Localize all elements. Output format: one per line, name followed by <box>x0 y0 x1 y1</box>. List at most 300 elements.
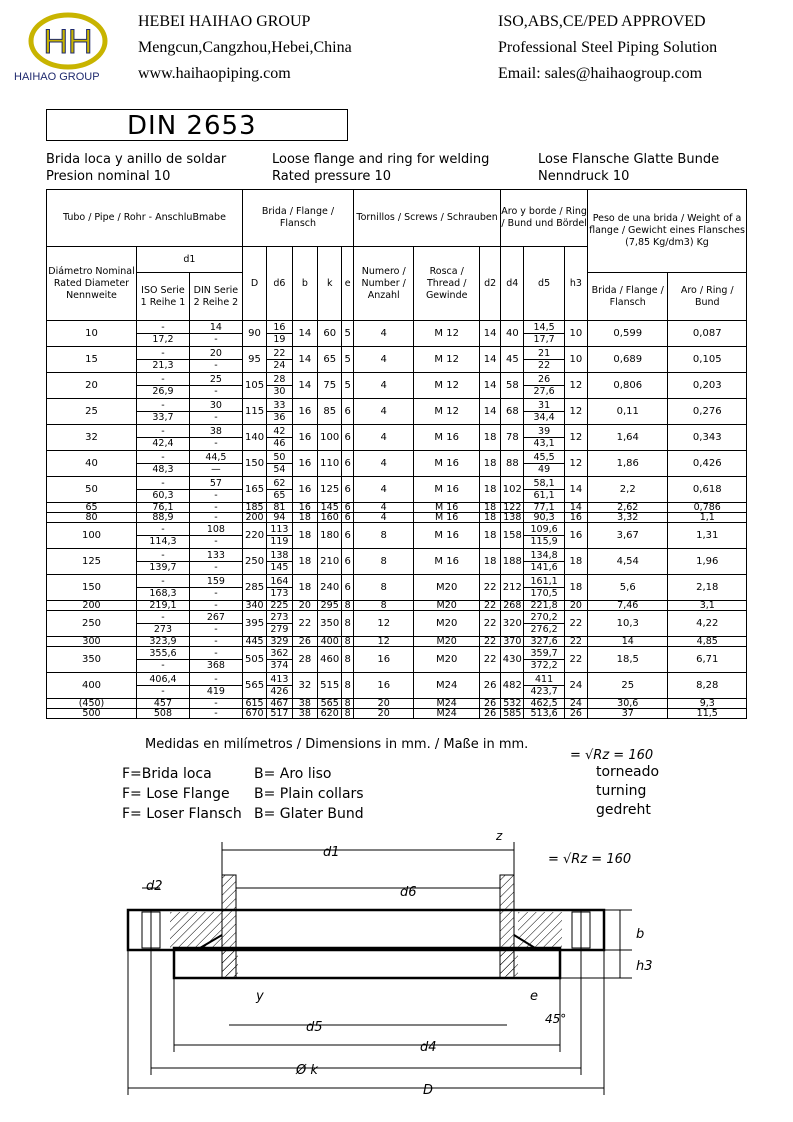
cell-h3: 14 <box>564 477 587 503</box>
dim-k: Ø k <box>296 1063 318 1078</box>
cell-th: M 12 <box>414 321 480 347</box>
cell-iso: - 60,3 <box>137 477 190 503</box>
header-e: e <box>342 247 354 321</box>
cell-dn: 10 <box>47 321 137 347</box>
cell-b: 14 <box>292 373 317 399</box>
cell-d2: 18 <box>480 513 501 523</box>
cell-dn: 15 <box>47 347 137 373</box>
cell-d6: 138 145 <box>267 549 292 575</box>
cell-d4: 102 <box>501 477 524 503</box>
cell-iso: 355,6 - <box>137 647 190 673</box>
cell-b: 18 <box>292 523 317 549</box>
cell-D: 505 <box>242 647 266 673</box>
cell-d2: 18 <box>480 549 501 575</box>
cell-d5: 109,6 115,9 <box>524 523 564 549</box>
cell-din: - <box>189 637 242 647</box>
cell-k: 620 <box>318 709 342 719</box>
cell-n: 4 <box>354 425 414 451</box>
header-d5: d5 <box>524 247 564 321</box>
cell-b: 38 <box>292 709 317 719</box>
cell-n: 16 <box>354 647 414 673</box>
table-row <box>47 347 747 373</box>
cell-n: 20 <box>354 709 414 719</box>
cell-d2: 14 <box>480 373 501 399</box>
cell-th: M 12 <box>414 399 480 425</box>
cell-k: 85 <box>318 399 342 425</box>
cell-d4: 370 <box>501 637 524 647</box>
cell-d6: 362 374 <box>267 647 292 673</box>
header-weight-ring: Aro / Ring / Bund <box>668 273 747 321</box>
cell-h3: 26 <box>564 709 587 719</box>
cell-b: 22 <box>292 611 317 637</box>
subtitle-en-2: Rated pressure 10 <box>272 169 392 184</box>
cell-d5: 90,3 <box>524 513 564 523</box>
cell-wf: 30,6 <box>588 699 668 709</box>
header-peso: Peso de una brida / Weight of a flange / Gewicht eines Flansches (7,85 Kg/dm3) Kg <box>588 190 747 273</box>
units-note: Medidas en milímetros / Dimensions in mm. / Maße in mm. <box>145 737 529 752</box>
cell-iso: 457 <box>137 699 190 709</box>
header-rosca: Rosca / Thread / Gewinde <box>414 247 480 321</box>
cell-th: M 16 <box>414 503 480 513</box>
title-box <box>46 109 348 141</box>
cell-D: 445 <box>242 637 266 647</box>
cell-th: M 16 <box>414 523 480 549</box>
header-d4: d4 <box>501 247 524 321</box>
cell-h3: 18 <box>564 549 587 575</box>
cell-dn: (450) <box>47 699 137 709</box>
cell-d2: 22 <box>480 611 501 637</box>
cell-d5: 14,5 17,7 <box>524 321 564 347</box>
cell-wr: 0,105 <box>668 347 747 373</box>
cell-b: 16 <box>292 503 317 513</box>
cell-iso: - 114,3 <box>137 523 190 549</box>
cell-e: 6 <box>342 513 354 523</box>
cell-h3: 12 <box>564 425 587 451</box>
cell-D: 200 <box>242 513 266 523</box>
cell-iso: - 168,3 <box>137 575 190 601</box>
cell-wr: 0,618 <box>668 477 747 503</box>
cell-wr: 2,18 <box>668 575 747 601</box>
cell-e: 8 <box>342 647 354 673</box>
cell-n: 20 <box>354 699 414 709</box>
cell-d6: 16 19 <box>267 321 292 347</box>
cell-d5: 58,1 61,1 <box>524 477 564 503</box>
cell-dn: 400 <box>47 673 137 699</box>
cell-wf: 3,67 <box>588 523 668 549</box>
cell-d6: 50 54 <box>267 451 292 477</box>
cell-din: 57 - <box>189 477 242 503</box>
subtitle-es-2: Presion nominal 10 <box>46 169 171 184</box>
cell-iso: - 273 <box>137 611 190 637</box>
cell-k: 180 <box>318 523 342 549</box>
approvals-block <box>498 9 717 87</box>
roughness-bottom: = √Rz = 160 <box>548 852 632 867</box>
table-row <box>47 549 747 575</box>
approvals: ISO,ABS,CE/PED APPROVED <box>498 13 706 30</box>
cell-d2: 26 <box>480 699 501 709</box>
cell-b: 20 <box>292 601 317 611</box>
cell-D: 250 <box>242 549 266 575</box>
header-dn: Diámetro Nominal Rated Diameter Nennweite <box>47 247 137 321</box>
cell-d4: 68 <box>501 399 524 425</box>
cell-din: - 368 <box>189 647 242 673</box>
cell-d4: 188 <box>501 549 524 575</box>
table-row <box>47 637 747 647</box>
cell-wr: 11,5 <box>668 709 747 719</box>
table-row <box>47 425 747 451</box>
cell-din: 14 - <box>189 321 242 347</box>
cell-wf: 3,32 <box>588 513 668 523</box>
cell-d4: 532 <box>501 699 524 709</box>
cell-wf: 0,11 <box>588 399 668 425</box>
cell-iso: - 21,3 <box>137 347 190 373</box>
cell-d4: 320 <box>501 611 524 637</box>
cell-wf: 1,64 <box>588 425 668 451</box>
legend-b1: B= Aro liso <box>254 766 332 782</box>
dim-D: D <box>423 1083 434 1098</box>
cell-n: 4 <box>354 347 414 373</box>
dim-d1: d1 <box>323 845 340 860</box>
cell-wr: 0,786 <box>668 503 747 513</box>
cell-din: - <box>189 601 242 611</box>
cell-e: 5 <box>342 373 354 399</box>
cell-k: 145 <box>318 503 342 513</box>
cell-D: 115 <box>242 399 266 425</box>
legend-f3: F= Loser Flansch <box>122 806 242 822</box>
cell-d6: 273 279 <box>267 611 292 637</box>
cell-wr: 1,96 <box>668 549 747 575</box>
cell-d5: 411 423,7 <box>524 673 564 699</box>
cell-D: 90 <box>242 321 266 347</box>
cell-e: 8 <box>342 611 354 637</box>
cell-e: 8 <box>342 637 354 647</box>
cell-e: 6 <box>342 399 354 425</box>
cell-n: 12 <box>354 637 414 647</box>
cell-e: 6 <box>342 549 354 575</box>
header-tubo: Tubo / Pipe / Rohr - AnschluBmabe <box>47 190 243 247</box>
cell-D: 105 <box>242 373 266 399</box>
cell-k: 65 <box>318 347 342 373</box>
cell-iso: - 33,7 <box>137 399 190 425</box>
cell-b: 26 <box>292 637 317 647</box>
cell-din: 20 - <box>189 347 242 373</box>
cell-wf: 18,5 <box>588 647 668 673</box>
cell-iso: 219,1 <box>137 601 190 611</box>
cell-din: - <box>189 699 242 709</box>
cell-th: M 16 <box>414 451 480 477</box>
subtitle-en <box>272 151 489 185</box>
subtitle-en-1: Loose flange and ring for welding <box>272 152 490 167</box>
company-block <box>138 9 352 87</box>
header-tornillos: Tornillos / Screws / Schrauben <box>354 190 501 247</box>
cell-d2: 22 <box>480 637 501 647</box>
table-row <box>47 647 747 673</box>
subtitle-es <box>46 151 226 185</box>
cell-d4: 58 <box>501 373 524 399</box>
dim-b: b <box>636 927 645 942</box>
cell-wf: 0,689 <box>588 347 668 373</box>
table-row <box>47 399 747 425</box>
cell-k: 460 <box>318 647 342 673</box>
cell-b: 16 <box>292 425 317 451</box>
cell-wf: 0,806 <box>588 373 668 399</box>
cell-d4: 88 <box>501 451 524 477</box>
cell-h3: 12 <box>564 399 587 425</box>
cell-wr: 8,28 <box>668 673 747 699</box>
slogan: Professional Steel Piping Solution <box>498 39 718 56</box>
cell-iso: 406,4 - <box>137 673 190 699</box>
cell-d6: 517 <box>267 709 292 719</box>
page-title: DIN 2653 <box>127 111 257 141</box>
email[interactable]: Email: sales@haihaogroup.com <box>498 65 703 82</box>
cell-n: 4 <box>354 399 414 425</box>
cell-d6: 42 46 <box>267 425 292 451</box>
cell-th: M20 <box>414 637 480 647</box>
cell-e: 8 <box>342 699 354 709</box>
cell-D: 165 <box>242 477 266 503</box>
cell-d5: 39 43,1 <box>524 425 564 451</box>
cell-wf: 14 <box>588 637 668 647</box>
header-weight-flange: Brida / Flange / Flansch <box>588 273 668 321</box>
cell-th: M 16 <box>414 549 480 575</box>
legend-collar <box>254 764 364 824</box>
cell-din: 25 - <box>189 373 242 399</box>
cell-th: M 16 <box>414 513 480 523</box>
cell-iso: - 139,7 <box>137 549 190 575</box>
cell-n: 4 <box>354 321 414 347</box>
cell-wr: 1,1 <box>668 513 747 523</box>
cell-d5: 134,8 141,6 <box>524 549 564 575</box>
cell-n: 4 <box>354 513 414 523</box>
cell-wr: 6,71 <box>668 647 747 673</box>
cell-k: 400 <box>318 637 342 647</box>
cell-din: 30 - <box>189 399 242 425</box>
cell-wf: 2,2 <box>588 477 668 503</box>
cell-d6: 113 119 <box>267 523 292 549</box>
cell-d5: 161,1 170,5 <box>524 575 564 601</box>
cell-d5: 462,5 <box>524 699 564 709</box>
table-row <box>47 373 747 399</box>
cell-e: 5 <box>342 347 354 373</box>
cell-h3: 22 <box>564 647 587 673</box>
cell-din: 267 - <box>189 611 242 637</box>
flange-drawing <box>0 820 793 1120</box>
table-row <box>47 523 747 549</box>
cell-d4: 585 <box>501 709 524 719</box>
cell-d6: 22 24 <box>267 347 292 373</box>
cell-d4: 122 <box>501 503 524 513</box>
cell-d5: 45,5 49 <box>524 451 564 477</box>
dim-e: e <box>530 989 538 1004</box>
cell-th: M20 <box>414 611 480 637</box>
cell-wr: 0,087 <box>668 321 747 347</box>
cell-h3: 12 <box>564 451 587 477</box>
cell-e: 6 <box>342 451 354 477</box>
cell-th: M 12 <box>414 347 480 373</box>
header-D: D <box>242 247 266 321</box>
dim-h3: h3 <box>636 959 653 974</box>
cell-k: 75 <box>318 373 342 399</box>
cell-dn: 20 <box>47 373 137 399</box>
cell-b: 32 <box>292 673 317 699</box>
cell-dn: 150 <box>47 575 137 601</box>
logo-caption: HAIHAO GROUP <box>14 71 100 83</box>
finish-block <box>570 748 770 820</box>
cell-k: 100 <box>318 425 342 451</box>
cell-din: 133 - <box>189 549 242 575</box>
cell-n: 4 <box>354 477 414 503</box>
cell-wf: 7,46 <box>588 601 668 611</box>
cell-dn: 40 <box>47 451 137 477</box>
table-body <box>47 321 747 719</box>
cell-wr: 0,426 <box>668 451 747 477</box>
dim-d6: d6 <box>400 885 417 900</box>
cell-th: M24 <box>414 699 480 709</box>
cell-d2: 18 <box>480 451 501 477</box>
cell-b: 16 <box>292 451 317 477</box>
header-brida: Brida / Flange / Flansch <box>242 190 353 247</box>
cell-D: 285 <box>242 575 266 601</box>
cell-d4: 482 <box>501 673 524 699</box>
cell-d4: 138 <box>501 513 524 523</box>
cell-d5: 270,2 276,2 <box>524 611 564 637</box>
cell-n: 12 <box>354 611 414 637</box>
cell-dn: 125 <box>47 549 137 575</box>
cell-d5: 359,7 372,2 <box>524 647 564 673</box>
cell-wf: 10,3 <box>588 611 668 637</box>
cell-n: 4 <box>354 503 414 513</box>
cell-k: 295 <box>318 601 342 611</box>
header-d1: d1 <box>137 247 243 273</box>
cell-th: M24 <box>414 709 480 719</box>
cell-d4: 158 <box>501 523 524 549</box>
header-din: DIN Serie 2 Reihe 2 <box>189 273 242 321</box>
table-row <box>47 611 747 637</box>
legend-b2: B= Plain collars <box>254 786 364 802</box>
table-row <box>47 575 747 601</box>
cell-wf: 2,62 <box>588 503 668 513</box>
cell-wr: 4,85 <box>668 637 747 647</box>
cell-D: 615 <box>242 699 266 709</box>
cell-D: 185 <box>242 503 266 513</box>
finish-es: torneado <box>596 764 660 780</box>
table-row <box>47 513 747 523</box>
cell-k: 110 <box>318 451 342 477</box>
cell-d2: 22 <box>480 601 501 611</box>
cell-e: 8 <box>342 601 354 611</box>
legend-f2: F= Lose Flange <box>122 786 230 802</box>
cell-wr: 0,203 <box>668 373 747 399</box>
cell-dn: 50 <box>47 477 137 503</box>
table-row <box>47 321 747 347</box>
cell-d2: 14 <box>480 321 501 347</box>
cell-b: 18 <box>292 549 317 575</box>
cell-d4: 268 <box>501 601 524 611</box>
cell-d2: 26 <box>480 673 501 699</box>
cell-d2: 18 <box>480 503 501 513</box>
cell-wf: 37 <box>588 709 668 719</box>
cell-dn: 500 <box>47 709 137 719</box>
cell-d2: 18 <box>480 523 501 549</box>
cell-h3: 14 <box>564 503 587 513</box>
cell-iso: - 26,9 <box>137 373 190 399</box>
cell-dn: 32 <box>47 425 137 451</box>
cell-th: M 16 <box>414 477 480 503</box>
cell-n: 8 <box>354 523 414 549</box>
cell-d2: 22 <box>480 575 501 601</box>
cell-d6: 33 36 <box>267 399 292 425</box>
cell-d5: 21 22 <box>524 347 564 373</box>
weld-y: y <box>256 989 264 1004</box>
cell-n: 4 <box>354 451 414 477</box>
cell-th: M20 <box>414 601 480 611</box>
company-website[interactable]: www.haihaopiping.com <box>138 65 291 82</box>
cell-iso: 88,9 <box>137 513 190 523</box>
cell-iso: - 48,3 <box>137 451 190 477</box>
cell-th: M 16 <box>414 425 480 451</box>
dim-d5: d5 <box>306 1020 323 1035</box>
table-row <box>47 673 747 699</box>
cell-d6: 225 <box>267 601 292 611</box>
cell-dn: 350 <box>47 647 137 673</box>
cell-din: - <box>189 513 242 523</box>
cell-d4: 430 <box>501 647 524 673</box>
subtitle-de-1: Lose Flansche Glatte Bunde <box>538 152 720 167</box>
cell-h3: 16 <box>564 523 587 549</box>
cell-iso: 76,1 <box>137 503 190 513</box>
dimension-table <box>46 189 747 719</box>
cell-dn: 100 <box>47 523 137 549</box>
cell-din: 38 - <box>189 425 242 451</box>
cell-d6: 413 426 <box>267 673 292 699</box>
cell-D: 140 <box>242 425 266 451</box>
cell-D: 220 <box>242 523 266 549</box>
cell-d2: 26 <box>480 709 501 719</box>
cell-th: M24 <box>414 673 480 699</box>
subtitle-de <box>538 151 719 185</box>
table-row <box>47 451 747 477</box>
weld-z: z <box>496 829 503 843</box>
cell-din: - <box>189 503 242 513</box>
cell-wf: 1,86 <box>588 451 668 477</box>
cell-k: 160 <box>318 513 342 523</box>
header-numero: Numero / Number / Anzahl <box>354 247 414 321</box>
cell-th: M 12 <box>414 373 480 399</box>
cell-th: M20 <box>414 575 480 601</box>
cell-e: 6 <box>342 503 354 513</box>
cell-h3: 24 <box>564 673 587 699</box>
cell-k: 515 <box>318 673 342 699</box>
cell-iso: 508 <box>137 709 190 719</box>
cell-dn: 25 <box>47 399 137 425</box>
finish-en: turning <box>596 783 647 799</box>
cell-dn: 300 <box>47 637 137 647</box>
cell-dn: 65 <box>47 503 137 513</box>
cell-d4: 40 <box>501 321 524 347</box>
cell-d2: 14 <box>480 399 501 425</box>
legend-b3: B= Glater Bund <box>254 806 364 822</box>
cell-dn: 200 <box>47 601 137 611</box>
cell-k: 240 <box>318 575 342 601</box>
table-row <box>47 709 747 719</box>
cell-wr: 0,343 <box>668 425 747 451</box>
header-d6: d6 <box>267 247 292 321</box>
cell-d2: 18 <box>480 425 501 451</box>
cell-d6: 94 <box>267 513 292 523</box>
cell-d5: 221,8 <box>524 601 564 611</box>
cell-wf: 5,6 <box>588 575 668 601</box>
cell-h3: 18 <box>564 575 587 601</box>
